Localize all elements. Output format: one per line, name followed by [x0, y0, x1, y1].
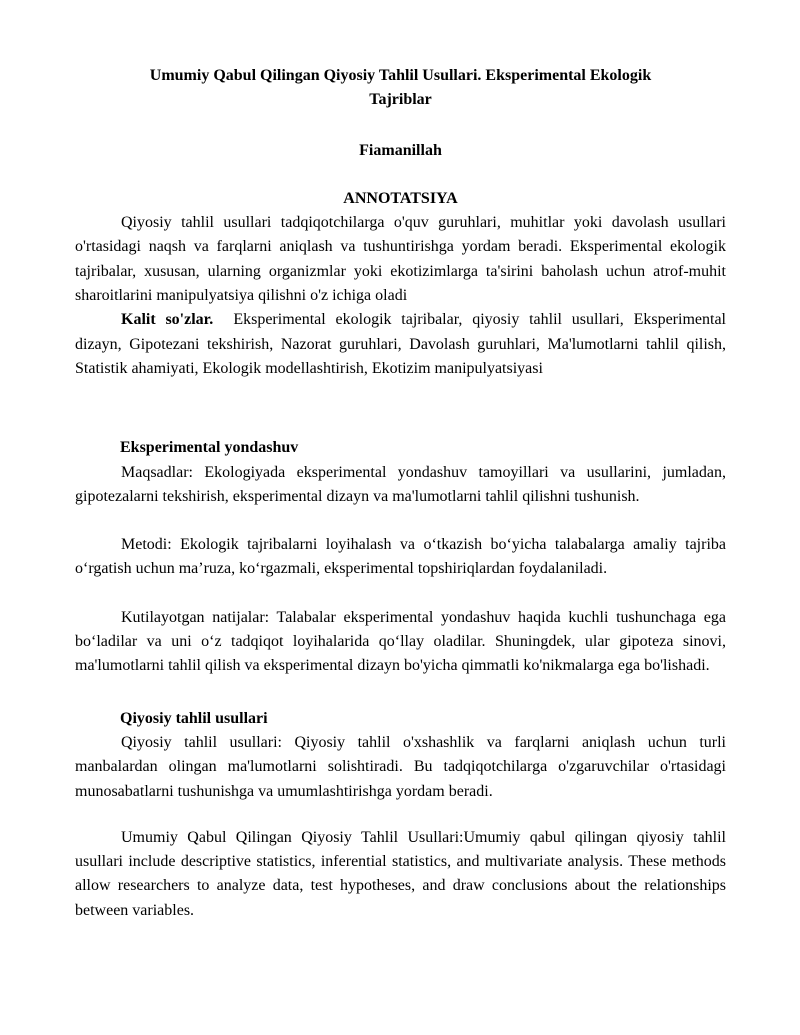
- document-page: [75, 64, 726, 923]
- section1-paragraph-expected-results: Kutilayotgan natijalar: Talabalar eksperimental yondashuv haqida kuchli tushunchaga ega bo‘ladilar va uni o‘z tadqiqot loyihalarida qo‘llay oladilar. Shuningdek, ular gipoteza sinovi, ma'lumotlarni tahlil qilish va eksperimental dizayn bo'yicha qimmatli ko'nikmalarga ega bo'lishadi.: [75, 608, 726, 675]
- annotation-heading: ANNOTATSIYA: [343, 189, 458, 207]
- title-line-1: Umumiy Qabul Qilingan Qiyosiy Tahlil Usullari. Eksperimental Ekologik: [149, 67, 652, 84]
- keywords-text: Eksperimental ekologik tajribalar, qiyosiy tahlil usullari, Eksperimental dizayn, Gipotezani tekshirish, Nazorat guruhlari, Davolash guruhlari, Ma'lumotlarni tahlil qilish, Statistik ahamiyati, Ekologik modellashtirish, Ekotizim manipulyatsiyasi: [75, 311, 726, 377]
- author-name: Fiamanillah: [359, 141, 442, 159]
- section2-paragraph-2: Umumiy Qabul Qilingan Qiyosiy Tahlil Usullari:Umumiy qabul qilingan qiyosiy tahlil usullari include descriptive statistics, inferential statistics, and multivariate analysis. These methods allow researchers to analyze data, test hypotheses, and draw conclusions about the relationships between variables.: [75, 828, 726, 919]
- document-title: [75, 64, 726, 113]
- section-heading-experimental-approach: Eksperimental yondashuv: [120, 439, 299, 457]
- section1-paragraph-method: Metodi: Ekologik tajribalarni loyihalash va o‘tkazish bo‘yicha talabalarga amaliy tajriba o‘rgatish uchun ma’ruza, ko‘rgazmali, eksperimental topshiriqlardan foydalaniladi.: [75, 536, 726, 578]
- keywords-paragraph: [75, 308, 726, 381]
- keywords-label: Kalit so'zlar.: [121, 311, 214, 329]
- section1-paragraph-goals: Maqsadlar: Ekologiyada eksperimental yondashuv tamoyillari va usullarini, jumladan, gipotezalarni tekshirish, eksperimental dizayn va ma'lumotlarni tahlil qilishni tushunish.: [75, 463, 726, 505]
- section-heading-comparative-analysis: Qiyosiy tahlil usullari: [120, 709, 268, 727]
- title-line-2: Tajriblar: [369, 91, 432, 109]
- section2-paragraph-1: Qiyosiy tahlil usullari: Qiyosiy tahlil o'xshashlik va farqlarni aniqlash uchun turli manbalardan olingan ma'lumotlarni solishtiradi. Bu tadqiqotchilarga o'zgaruvchilar o'rtasidagi munosabatlarni tushunishga va umumlashtirishga yordam beradi.: [75, 733, 726, 800]
- annotation-paragraph: Qiyosiy tahlil usullari tadqiqotchilarga o'quv guruhlari, muhitlar yoki davolash usullari o'rtasidagi naqsh va farqlarni aniqlash va tushuntirishga yordam beradi. Eksperimental ekologik tajribalar, xususan, ularning organizmlar yoki ekotizimlarga ta'sirini baholash uchun atrof-muhit sharoitlarini manipulyatsiya qilishni o'z ichiga oladi: [75, 214, 726, 305]
